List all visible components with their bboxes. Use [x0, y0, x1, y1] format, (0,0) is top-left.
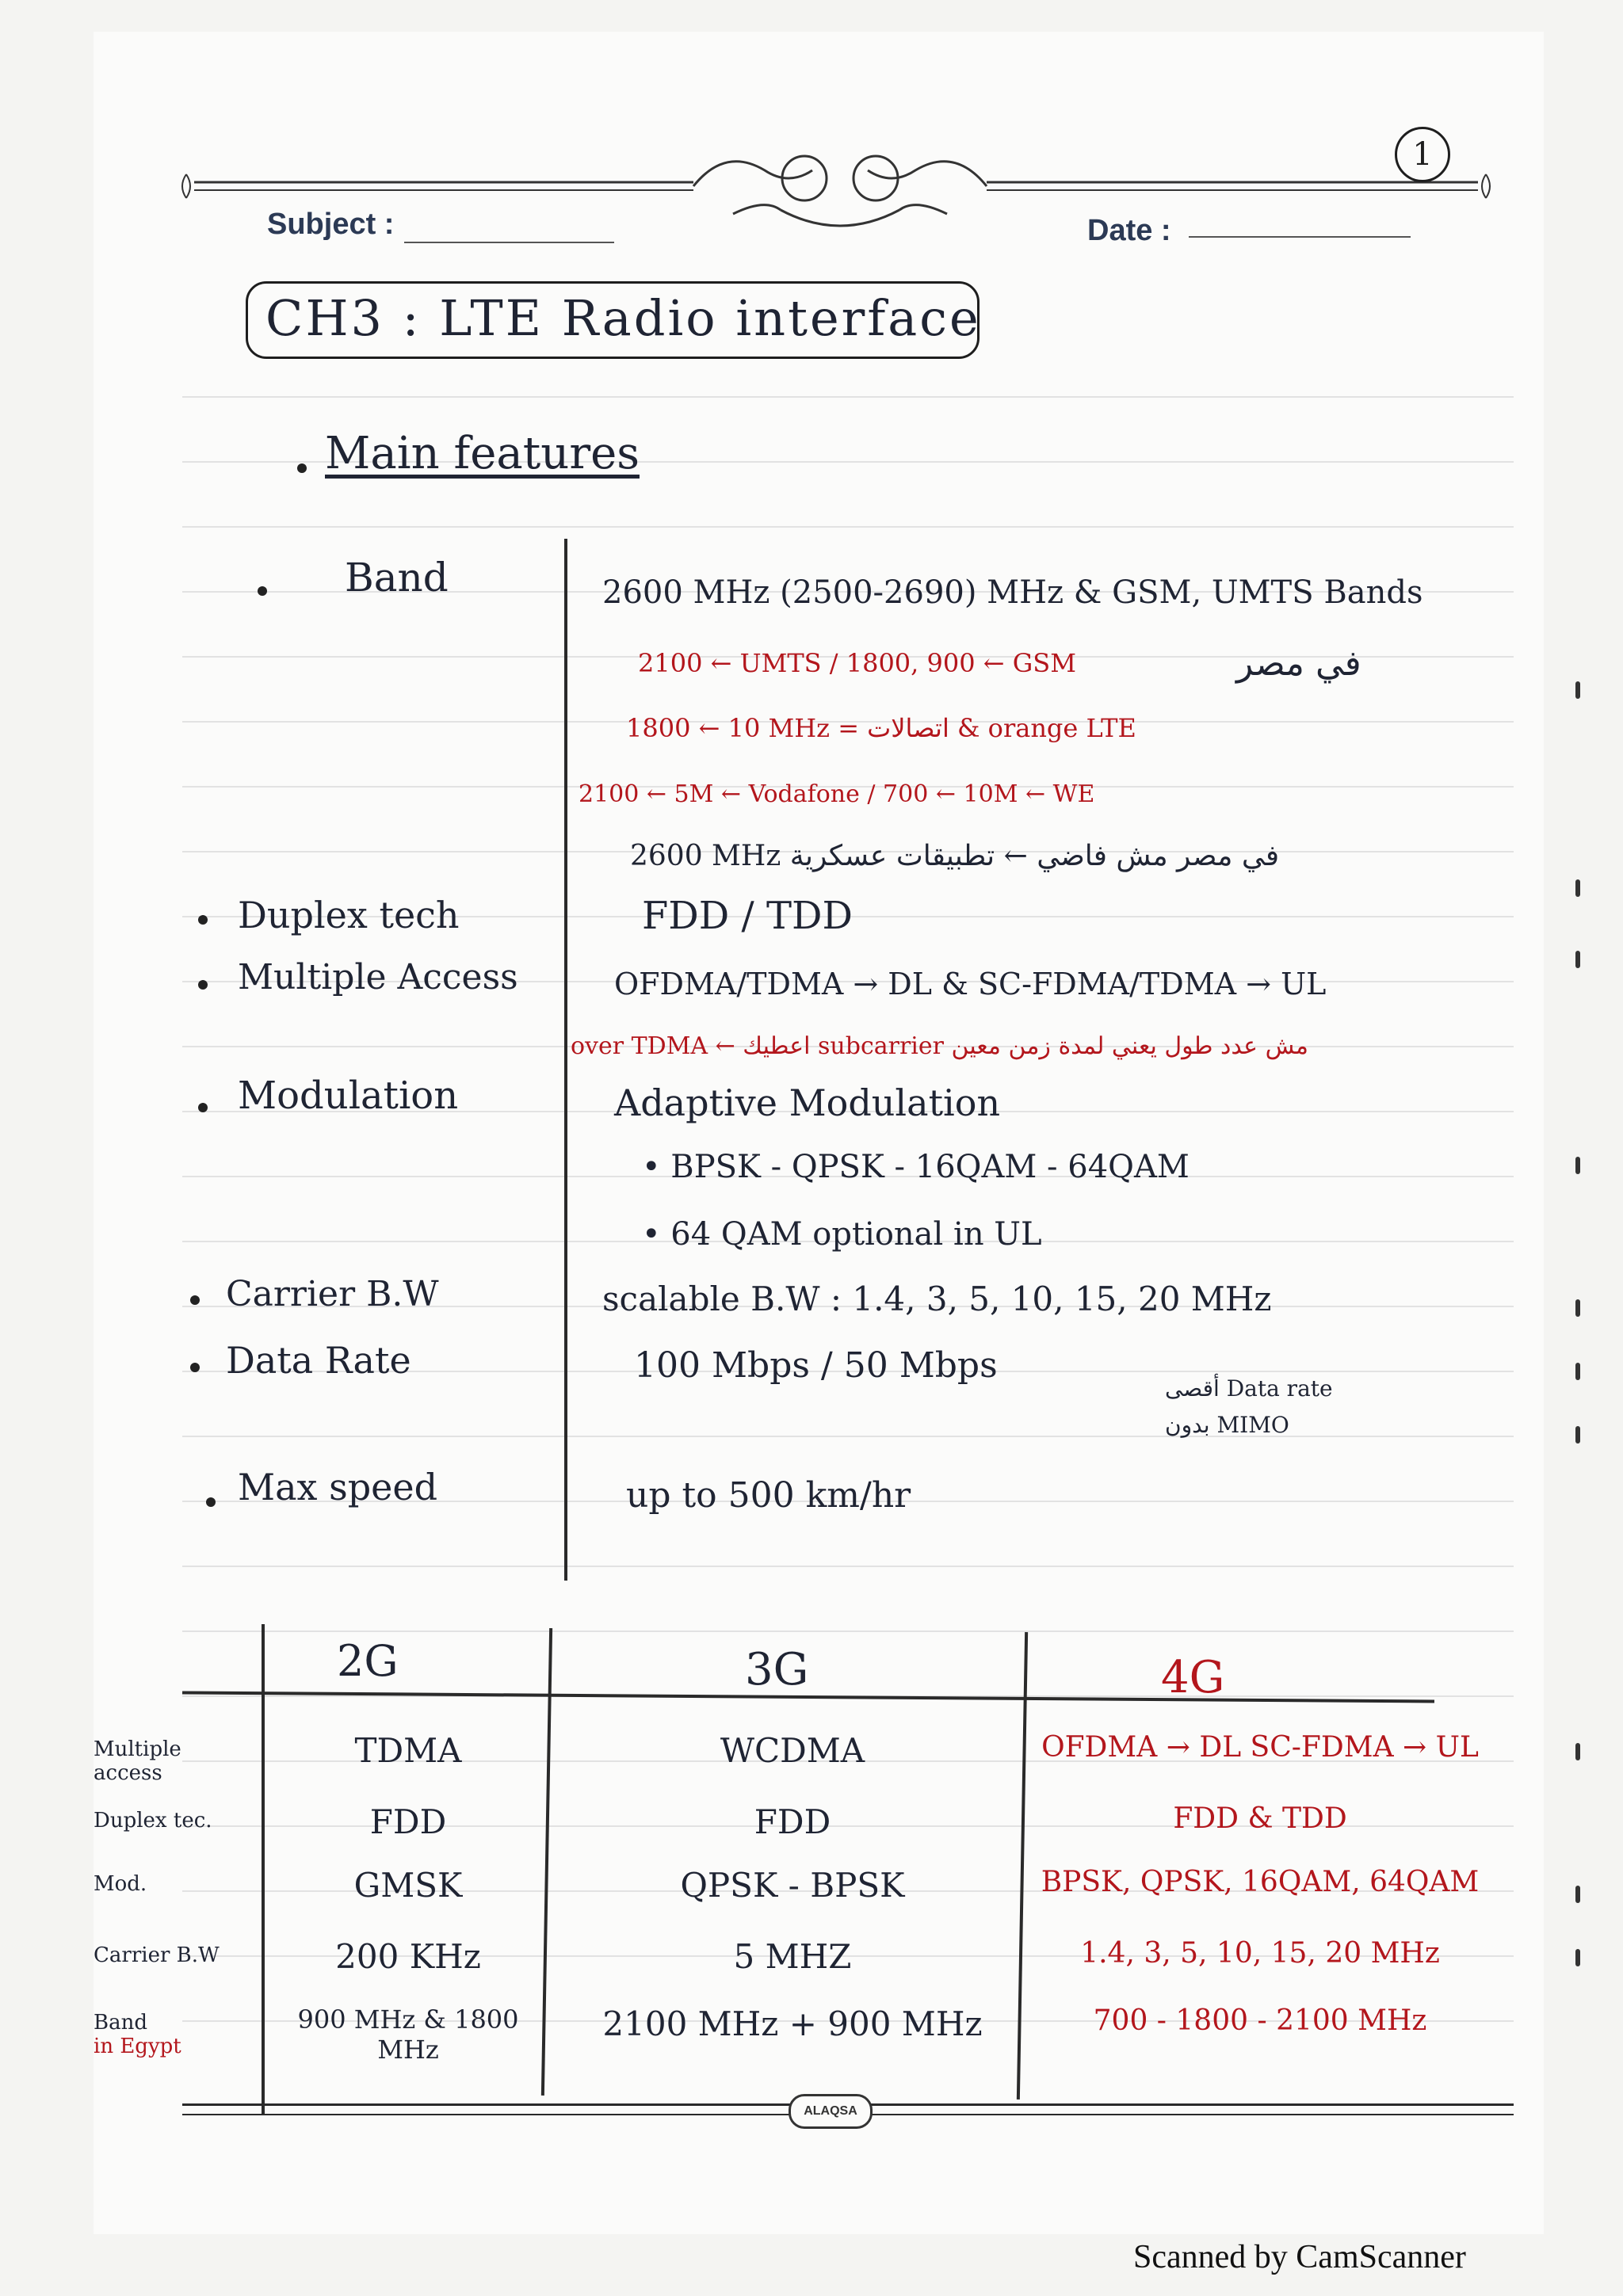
subject-blank [404, 242, 614, 243]
row-label: Carrier B.W [94, 1943, 220, 1967]
bullet-duplex [198, 915, 208, 925]
feature-label-band: Band [345, 555, 449, 601]
col-header-3g: 3G [745, 1644, 809, 1695]
row-label-part: Band [94, 2011, 147, 2035]
modulation-value-2: • BPSK - QPSK - 16QAM - 64QAM [642, 1149, 1190, 1185]
margin-mark [1575, 951, 1580, 968]
multiple-access-value-2: over TDMA ← اعطيك subcarrier مش عدد طول يعني لمدة زمن معين [571, 1032, 1308, 1060]
feature-label-multiple-access: Multiple Access [238, 957, 518, 997]
band-value-1: 2600 MHz (2500-2690) MHz & GSM, UMTS Bands [602, 574, 1423, 611]
band-value-5: 2600 MHz في مصر مش فاضي ← تطبيقات عسكرية [630, 840, 1280, 872]
table-cell: FDD [754, 1802, 831, 1841]
table-cell: 1.4, 3, 5, 10, 15, 20 MHz [1080, 1937, 1440, 1970]
footer-logo [789, 2094, 873, 2129]
ruled-line [182, 396, 1514, 398]
table-cell: 2100 MHz + 900 MHz [602, 2004, 983, 2043]
margin-mark [1575, 1363, 1580, 1380]
table-cell: GMSK [353, 1866, 463, 1905]
row-label [94, 2011, 256, 2058]
table-cell: TDMA [354, 1731, 462, 1770]
band-value-3: 1800 ← 10 MHz = اتصالات & orange LTE [626, 713, 1136, 743]
ruled-line [182, 1566, 1514, 1567]
margin-mark [1575, 1299, 1580, 1317]
section-bullet [297, 463, 307, 473]
page-number [1395, 127, 1450, 182]
bullet-modulation [198, 1103, 208, 1112]
subject-label: Subject : [267, 208, 395, 241]
bullet-data-rate [190, 1363, 200, 1372]
table-cell: WCDMA [720, 1731, 865, 1770]
margin-mark [1575, 681, 1580, 699]
table-cell: QPSK - BPSK [680, 1866, 905, 1905]
page-number-text: 1 [1412, 136, 1433, 173]
bullet-multiple-access [198, 980, 208, 990]
feature-label-modulation: Modulation [238, 1074, 459, 1118]
data-rate-annotation: أقصى Data rate بدون MIMO [1165, 1375, 1333, 1438]
margin-mark [1575, 1157, 1580, 1174]
section-heading: Main features [325, 428, 640, 479]
margin-mark [1575, 1743, 1580, 1760]
feature-label-max-speed: Max speed [238, 1466, 438, 1508]
row-label: Duplex tec. [94, 1809, 212, 1833]
multiple-access-value-1: OFDMA/TDMA → DL & SC-FDMA/TDMA → UL [614, 967, 1327, 1001]
table-cell: 700 - 1800 - 2100 MHz [1093, 2004, 1427, 2037]
table-cell: 5 MHZ [733, 1937, 852, 1976]
bullet-max-speed [206, 1497, 216, 1507]
bullet-band [258, 586, 267, 596]
row-label: Mod. [94, 1872, 147, 1896]
date-blank [1189, 236, 1411, 238]
chapter-title: CH3 : LTE Radio interface [265, 289, 981, 347]
date-label: Date : [1087, 214, 1171, 247]
row-label: Multiple access [94, 1737, 181, 1785]
table-cell: OFDMA → DL SC-FDMA → UL [1041, 1731, 1479, 1764]
modulation-value-1: Adaptive Modulation [614, 1081, 1001, 1124]
row-label-part: in Egypt [94, 2035, 181, 2058]
features-divider [564, 539, 567, 1581]
table-cell: FDD [369, 1802, 447, 1841]
band-value-2: 2100 ← UMTS / 1800, 900 ← GSM [638, 648, 1076, 678]
table-cell: BPSK, QPSK, 16QAM, 64QAM [1041, 1866, 1480, 1898]
footer-logo-text: ALAQSA [804, 2104, 857, 2118]
ruled-line [182, 526, 1514, 528]
bullet-carrier-bw [190, 1295, 200, 1305]
table-cell: 900 MHz & 1800 MHz [297, 2004, 519, 2065]
modulation-value-3: • 64 QAM optional in UL [642, 1216, 1042, 1253]
max-speed-value: up to 500 km/hr [626, 1475, 911, 1516]
col-header-4g: 4G [1161, 1652, 1225, 1703]
band-value-4: 2100 ← 5M ← Vodafone / 700 ← 10M ← WE [579, 780, 1095, 808]
table-cell: 200 KHz [335, 1937, 481, 1976]
col-header-2g: 2G [337, 1636, 399, 1686]
data-rate-value: 100 Mbps / 50 Mbps [634, 1345, 998, 1386]
table-cell: FDD & TDD [1173, 1802, 1347, 1835]
duplex-value: FDD / TDD [642, 894, 853, 938]
feature-label-duplex: Duplex tech [238, 894, 460, 936]
carrier-bw-value: scalable B.W : 1.4, 3, 5, 10, 15, 20 MHz [602, 1280, 1272, 1318]
band-annotation: في مصر [1236, 643, 1361, 684]
margin-mark [1575, 1426, 1580, 1444]
margin-mark [1575, 1886, 1580, 1903]
scanner-watermark: Scanned by CamScanner [1133, 2239, 1466, 2275]
margin-mark [1575, 879, 1580, 897]
ruled-line [182, 1630, 1514, 1632]
feature-label-carrier-bw: Carrier B.W [226, 1274, 439, 1314]
margin-mark [1575, 1949, 1580, 1966]
table-divider-1 [262, 1624, 265, 2115]
feature-label-data-rate: Data Rate [226, 1339, 411, 1382]
